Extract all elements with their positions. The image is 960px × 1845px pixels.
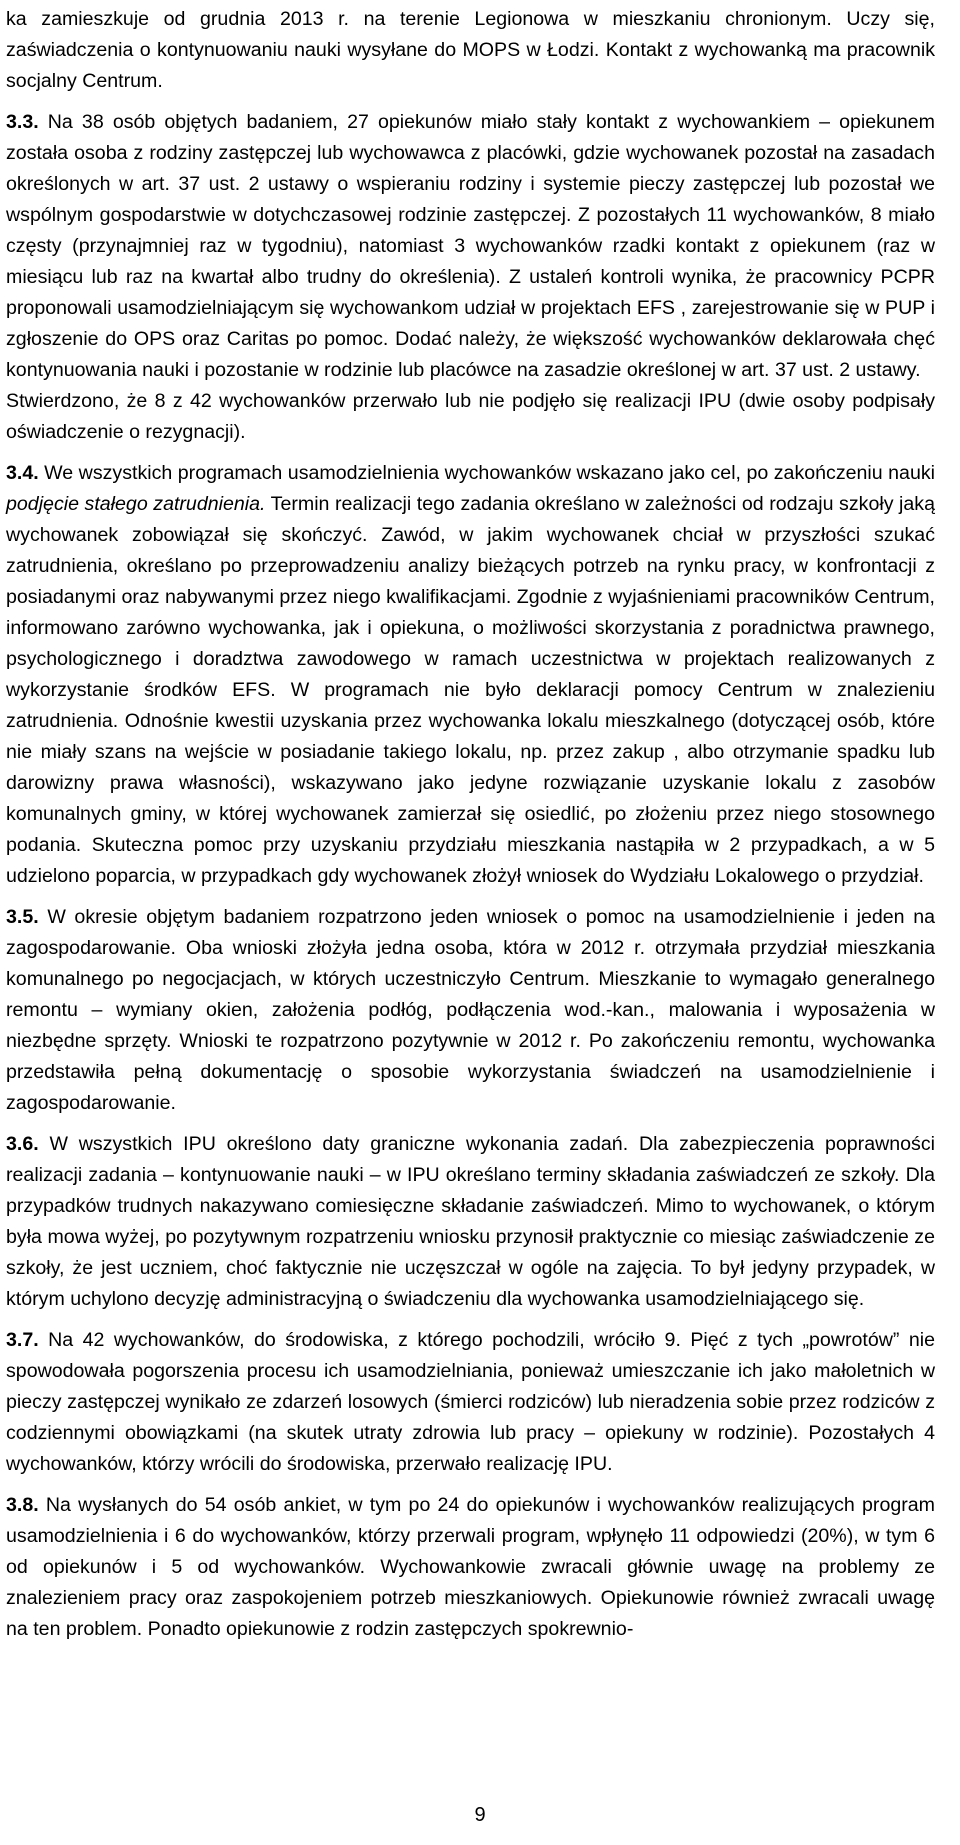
page-number: 9 — [474, 1804, 486, 1826]
section-number: 3.7. — [6, 1329, 39, 1351]
body-text: Na wysłanych do 54 osób ankiet, w tym po 24 do opiekunów i wychowanków realizujących program usamodzielnienia i 6 do wychowanków, którzy przerwali program, wpłynęło 11 odpowiedzi (20%), w tym 6 od opiekunów i 5 od wychowanków. Wychowankowie zwracali głównie uwagę na problemy ze znalezieniem pracy oraz zaspokojeniem potrzeb mieszkaniowych. Opiekunowie również zwracali uwagę na ten problem. Ponadto opiekunowie z rodzin zastępczych spokrewnio- — [6, 1494, 935, 1640]
paragraph-3-5 — [6, 902, 935, 1119]
section-number: 3.5. — [6, 906, 39, 928]
paragraph-ipu-dropout — [6, 386, 935, 448]
document-page — [6, 4, 935, 1645]
body-text: Na 42 wychowanków, do środowiska, z którego pochodzili, wróciło 9. Pięć z tych „powrotów” nie spowodowała pogorszenia procesu ich usamodzielniania, ponieważ umieszczanie ich jako małoletnich w pieczy zastępczej wynikało ze zdarzeń losowych (śmierci rodziców) lub nieradzenia sobie przez rodziców z codziennymi obowiązkami (na skutek utraty zdrowia lub pracy – opiekuny w rodzinie). Pozostałych 4 wychowanków, którzy wrócili do środowiska, przerwało realizację IPU. — [6, 1329, 935, 1475]
body-text: W wszystkich IPU określono daty graniczne wykonania zadań. Dla zabezpieczenia poprawności realizacji zadania – kontynuowanie nauki – w IPU określano terminy składania zaświadczeń ze szkoły. Dla przypadków trudnych nakazywano comiesięczne składanie zaświadczeń. Mimo to wychowanek, o którym była mowa wyżej, po pozytywnym rozpatrzeniu wniosku przynosił praktycznie co miesiąc zaświadczenie ze szkoły, że jest uczniem, choć faktycznie nie uczęszczał w ogóle na zajęcia. To był jedyny przypadek, w którym uchylono decyzję administracyjną o świadczeniu dla wychowanka usamodzielniającego się. — [6, 1133, 935, 1310]
body-text: Na 38 osób objętych badaniem, 27 opiekunów miało stały kontakt z wychowankiem – opiekunem została osoba z rodziny zastępczej lub wychowawca z placówki, gdzie wychowanek pozostał na zasadach określonych w art. 37 ust. 2 ustawy o wspieraniu rodziny i systemie pieczy zastępczej lub pozostał we wspólnym gospodarstwie w dotychczasowej rodzinie zastępczej. Z pozostałych 11 wychowanków, 8 miało częsty (przynajmniej raz w tygodniu), natomiast 3 wychowanków rzadki kontakt z opiekunem (raz w miesiącu lub raz na kwartał albo trudny do określenia). Z ustaleń kontroli wynika, że pracownicy PCPR proponowali usamodzielniającym się wychowankom udział w projektach EFS , zarejestrowanie się w PUP i zgłoszenie do OPS oraz Caritas po pomoc. Dodać należy, że większość wychowanków deklarowała chęć kontynuowania nauki i pozostanie w rodzinie lub placówce na zasadzie określonej w art. 37 ust. 2 ustawy. — [6, 111, 935, 381]
body-text: W okresie objętym badaniem rozpatrzono jeden wniosek o pomoc na usamodzielnienie i jeden na zagospodarowanie. Oba wnioski złożyła jedna osoba, która w 2012 r. otrzymała przydział mieszkania komunalnego po negocjacjach, w których uczestniczyło Centrum. Mieszkanie to wymagało generalnego remontu – wymiany okien, założenia podłóg, podłączenia wod.-kan., malowania i wyposażenia w niezbędne sprzęty. Wnioski te rozpatrzono pozytywnie w 2012 r. Po zakończeniu remontu, wychowanka przedstawiła pełną dokumentację o sposobie wykorzystania świadczeń na usamodzielnienie i zagospodarowanie. — [6, 906, 935, 1114]
section-number: 3.3. — [6, 111, 39, 133]
paragraph-3-4 — [6, 458, 935, 892]
body-text: Termin realizacji tego zadania określano w zależności od rodzaju szkoły jaką wychowanek zobowiązał się skończyć. Zawód, w jakim wychowanek chciał w przyszłości szukać zatrudnienia, określano po przeprowadzeniu analizy bieżących potrzeb na rynku pracy, w konfrontacji z posiadanymi oraz nabywanymi przez niego kwalifikacjami. Zgodnie z wyjaśnieniami pracowników Centrum, informowano zarówno wychowanka, jak i opiekuna, o możliwości skorzystania z poradnictwa prawnego, psychologicznego i doradztwa zawodowego w ramach uczestnictwa w projektach realizowanych z wykorzystanie środków EFS. W programach nie było deklaracji pomocy Centrum w znalezieniu zatrudnienia. Odnośnie kwestii uzyskania przez wychowanka lokalu mieszkalnego (dotyczącej osób, które nie miały szans na wejście w posiadanie takiego lokalu, np. przez zakup , albo otrzymanie spadku lub darowizny prawa własności), wskazywano jako jedyne rozwiązanie uzyskanie lokalu z zasobów komunalnych gminy, w której wychowanek zamierzał się osiedlić, po złożeniu przez niego stosownego podania. Skuteczna pomoc przy uzyskaniu przydziału mieszkania nastąpiła w 2 przypadkach, a w 5 udzielono poparcia, w przypadkach gdy wychowanek złożył wniosek do Wydziału Lokalowego o przydział. — [6, 493, 935, 887]
section-number: 3.6. — [6, 1133, 39, 1155]
paragraph-3-3 — [6, 107, 935, 386]
body-text: Stwierdzono, że 8 z 42 wychowanków przerwało lub nie podjęło się realizacji IPU (dwie osoby podpisały oświadczenie o rezygnacji). — [6, 390, 935, 443]
section-number: 3.8. — [6, 1494, 39, 1516]
paragraph-intro — [6, 4, 935, 97]
paragraph-3-8 — [6, 1490, 935, 1645]
paragraph-3-6 — [6, 1129, 935, 1315]
body-text: We wszystkich programach usamodzielnienia wychowanków wskazano jako cel, po zakończeniu nauki — [38, 462, 935, 484]
section-number: 3.4. — [6, 462, 39, 484]
paragraph-3-7 — [6, 1325, 935, 1480]
emphasized-text: podjęcie stałego zatrudnienia. — [6, 493, 266, 515]
body-text: ka zamieszkuje od grudnia 2013 r. na terenie Legionowa w mieszkaniu chronionym. Uczy się, zaświadczenia o kontynuowaniu nauki wysyłane do MOPS w Łodzi. Kontakt z wychowanką ma pracownik socjalny Centrum. — [6, 8, 935, 92]
